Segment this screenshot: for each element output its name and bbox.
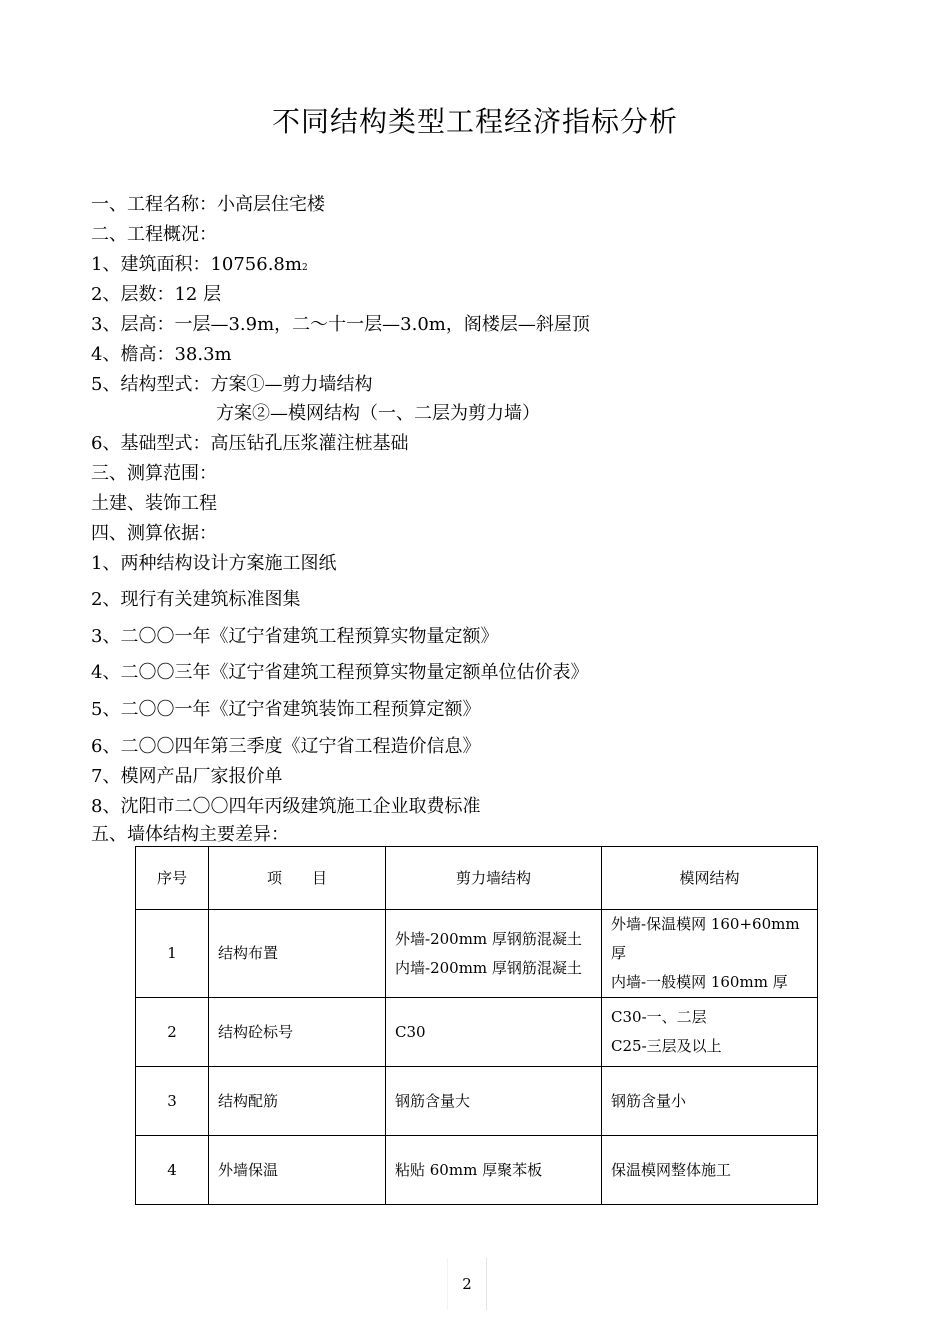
project-overview-heading: 二、工程概况： [91, 224, 217, 245]
cell-line: 外墙-保温模网 160+60mm 厚 [611, 915, 800, 962]
basis-item-2: 2、现行有关建筑标准图集 [91, 589, 301, 610]
cell-item: 外墙保温 [209, 1136, 386, 1205]
cell-mesh [602, 1136, 818, 1205]
cell-line: C25-三层及以上 [611, 1037, 722, 1055]
basis-item-7: 7、模网产品厂家报价单 [91, 766, 283, 787]
header-mesh: 模网结构 [602, 847, 818, 910]
document-title: 不同结构类型工程经济指标分析 [271, 105, 678, 138]
area-unit-superscript: 2 [301, 263, 308, 273]
table-row [136, 1136, 818, 1205]
cell-item: 结构布置 [209, 910, 386, 998]
basis-item-6: 6、二〇〇四年第三季度《辽宁省工程造价信息》 [91, 736, 481, 757]
cell-shear-wall [386, 1136, 602, 1205]
basis-item-3: 3、二〇〇一年《辽宁省建筑工程预算实物量定额》 [91, 626, 499, 647]
basis-item-4: 4、二〇〇三年《辽宁省建筑工程预算实物量定额单位估价表》 [91, 662, 589, 683]
basis-item-8: 8、沈阳市二〇〇四年丙级建筑施工企业取费标准 [91, 796, 481, 817]
project-name-line: 一、工程名称：小高层住宅楼 [91, 194, 325, 215]
structure-type-option2-line: 方案②—模网结构（一、二层为剪力墙） [216, 403, 540, 424]
floor-count-line: 2、层数：12 层 [91, 284, 222, 305]
wall-structure-difference-table [135, 846, 818, 1205]
cell-mesh [602, 1067, 818, 1136]
wall-difference-heading: 五、墙体结构主要差异： [91, 824, 289, 845]
table-header-row [136, 847, 818, 910]
cell-item: 结构配筋 [209, 1067, 386, 1136]
scope-heading: 三、测算范围： [91, 463, 217, 484]
cell-mesh [602, 910, 818, 998]
basis-heading: 四、测算依据： [91, 523, 217, 544]
header-item: 项 目 [209, 847, 386, 910]
cell-line: C30-一、二层 [611, 1008, 707, 1026]
cell-mesh [602, 998, 818, 1067]
cell-line: 内墙-一般模网 160mm 厚 [611, 973, 788, 991]
cell-line: 粘贴 60mm 厚聚苯板 [395, 1160, 543, 1179]
table-row [136, 910, 818, 998]
cell-line: 钢筋含量小 [611, 1091, 687, 1110]
scope-line: 土建、装饰工程 [91, 493, 217, 514]
cell-no: 4 [136, 1136, 209, 1205]
eave-height-line: 4、檐高：38.3m [91, 344, 232, 365]
basis-item-1: 1、两种结构设计方案施工图纸 [91, 553, 337, 574]
cell-item: 结构砼标号 [209, 998, 386, 1067]
structure-type-line: 5、结构型式：方案①—剪力墙结构 [91, 374, 373, 395]
header-no: 序号 [136, 847, 209, 910]
cell-shear-wall [386, 1067, 602, 1136]
floor-height-line: 3、层高：一层—3.9m，二～十一层—3.0m，阁楼层—斜屋顶 [91, 314, 590, 335]
building-area-line: 1、建筑面积：10756.8m2 [91, 254, 308, 275]
basis-item-5: 5、二〇〇一年《辽宁省建筑装饰工程预算定额》 [91, 699, 481, 720]
foundation-type-line: 6、基础型式：高压钻孔压浆灌注桩基础 [91, 433, 409, 454]
cell-no: 2 [136, 998, 209, 1067]
cell-line: 保温模网整体施工 [611, 1160, 732, 1179]
cell-shear-wall [386, 998, 602, 1067]
cell-shear-wall [386, 910, 602, 998]
header-shear-wall: 剪力墙结构 [386, 847, 602, 910]
cell-line: C30 [395, 1022, 426, 1041]
cell-line: 外墙-200mm 厚钢筋混凝土 [395, 929, 582, 948]
table-row [136, 998, 818, 1067]
cell-line: 内墙-200mm 厚钢筋混凝土 [395, 958, 582, 977]
cell-line: 钢筋含量大 [395, 1091, 471, 1110]
cell-no: 3 [136, 1067, 209, 1136]
cell-no: 1 [136, 910, 209, 998]
table-row [136, 1067, 818, 1136]
page-number: 2 [447, 1258, 487, 1310]
